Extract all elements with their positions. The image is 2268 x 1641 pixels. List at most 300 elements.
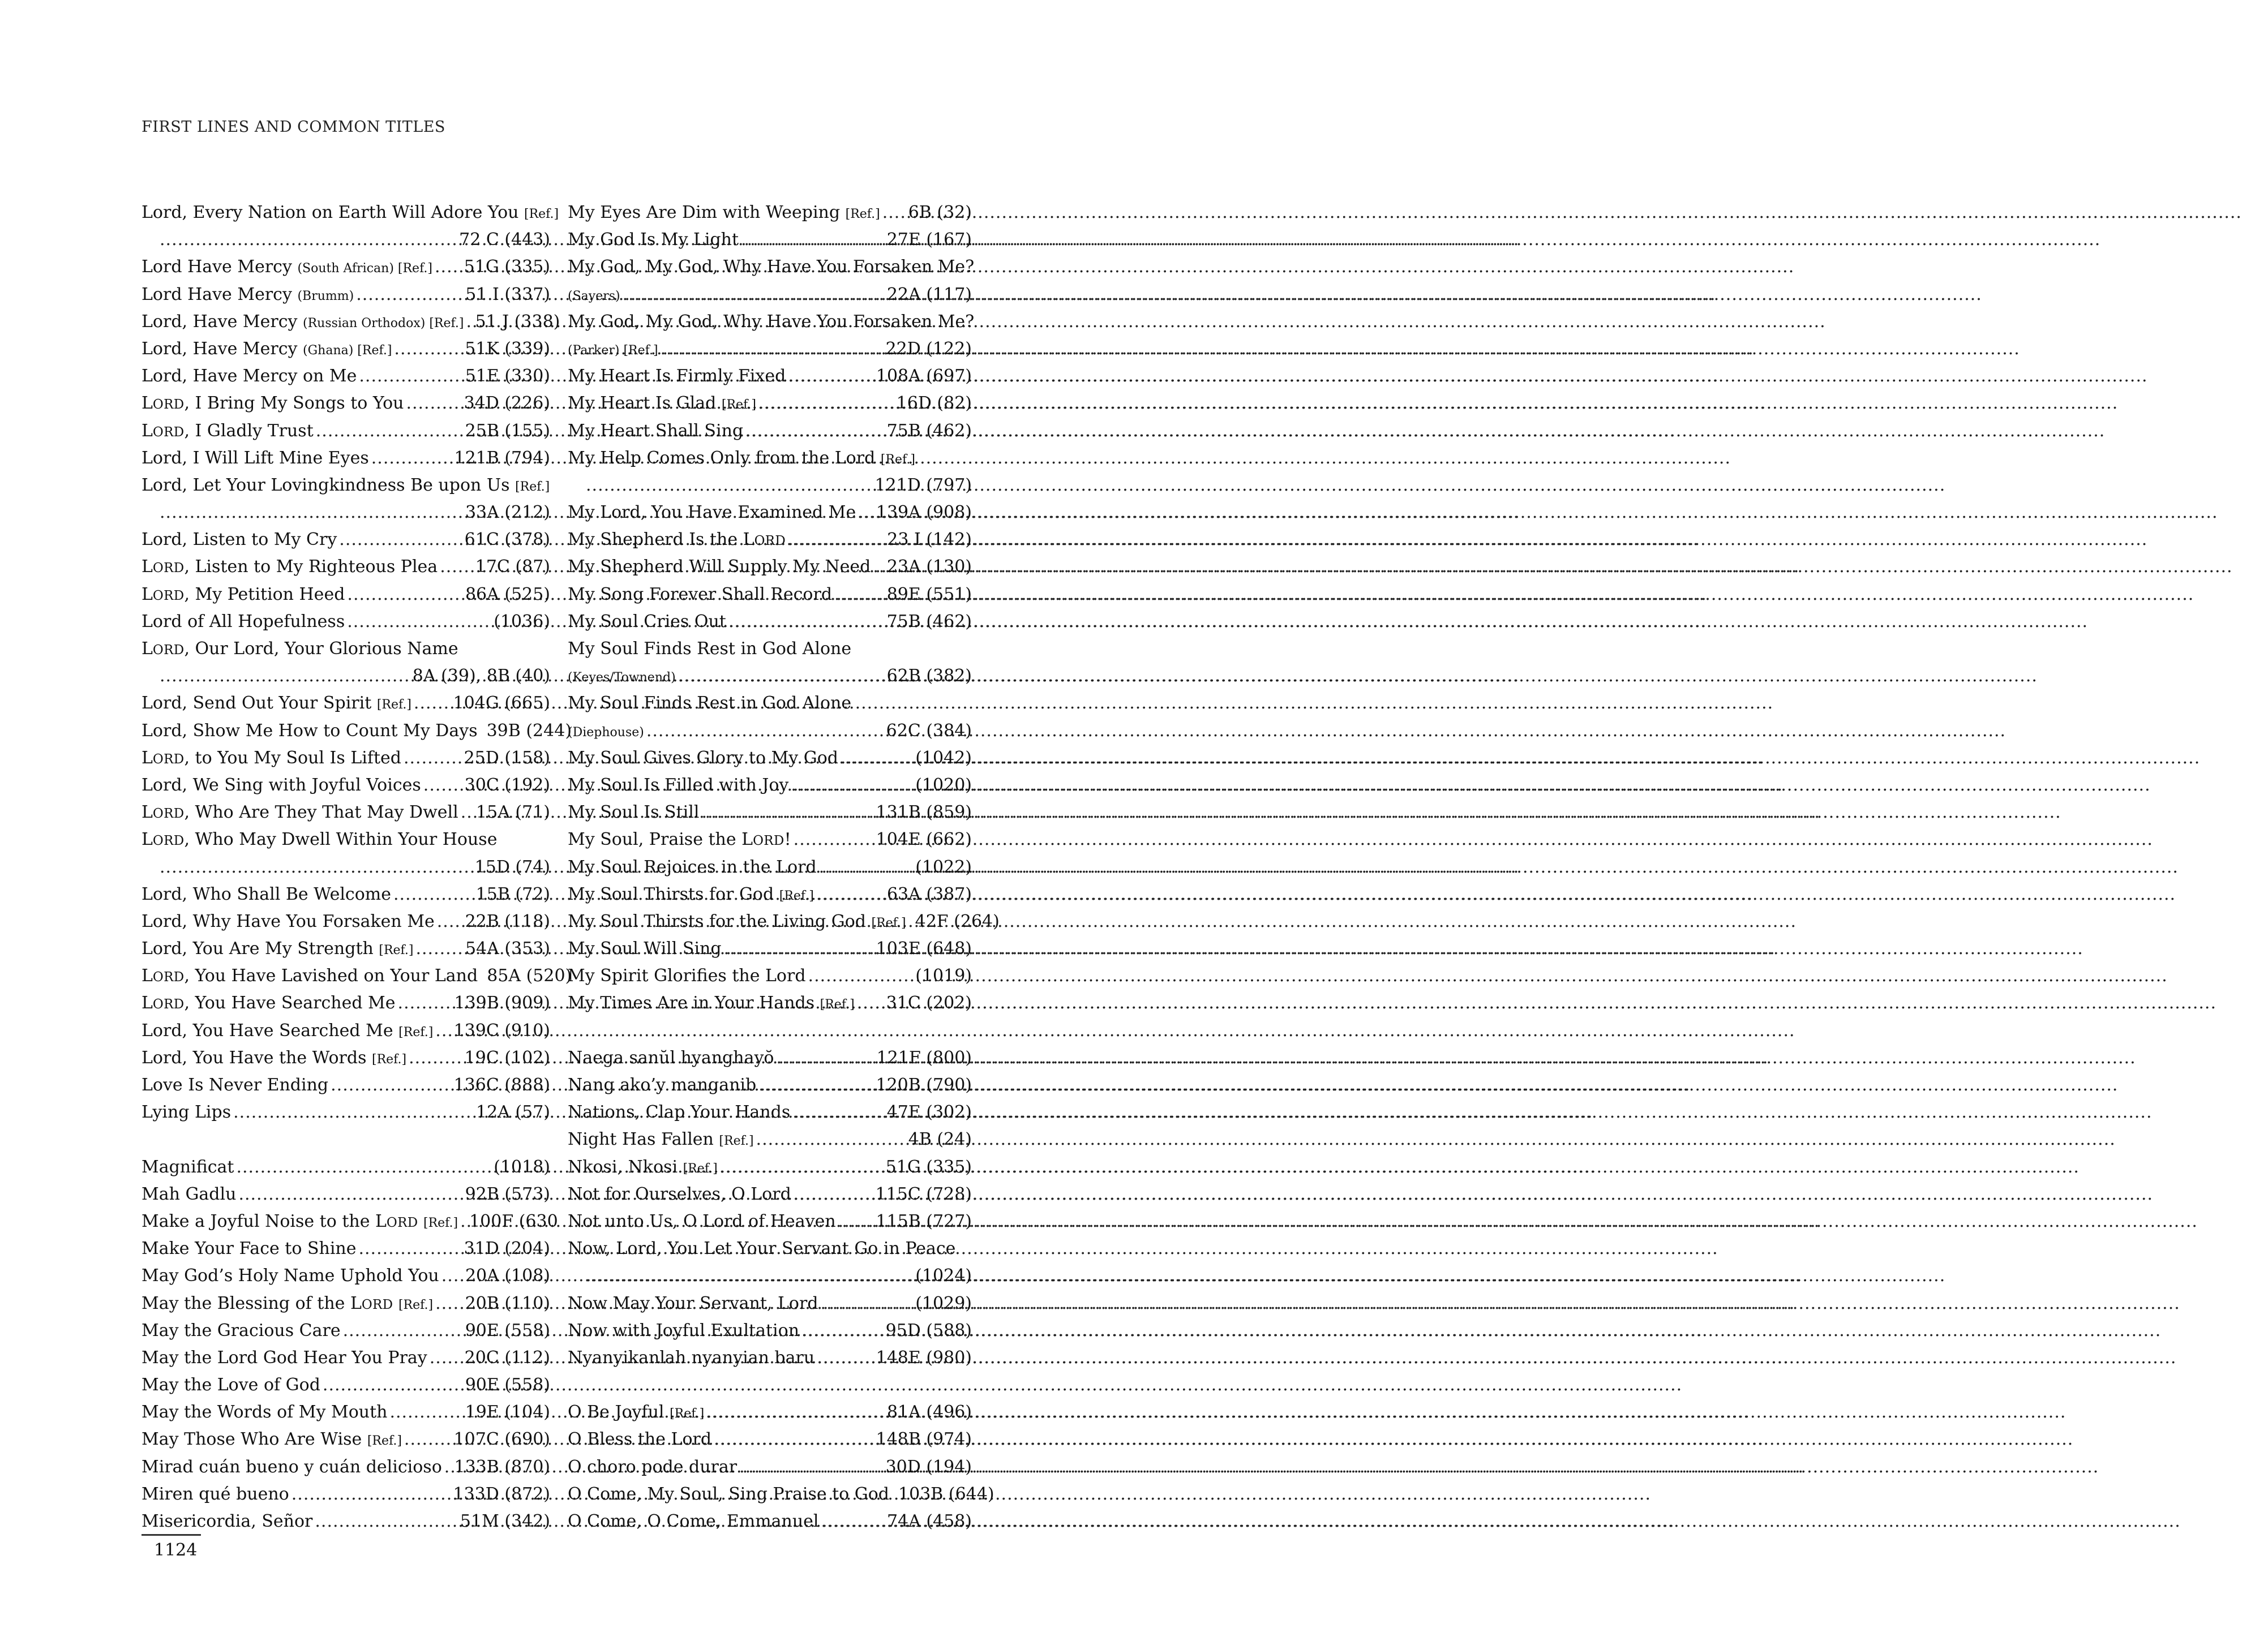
entry-reference: 20A (108) — [465, 1266, 550, 1286]
entry-title — [142, 1045, 406, 1073]
dot-leader — [393, 881, 474, 908]
index-entry — [568, 499, 972, 526]
title-text: ! — [784, 830, 791, 850]
dot-leader — [398, 990, 452, 1017]
index-entry — [142, 308, 560, 336]
title-text: Lord, Send Out Your Spirit — [142, 693, 377, 714]
entry-title — [142, 308, 464, 337]
index-entry — [142, 1454, 550, 1481]
page-number: 1124 — [154, 1540, 198, 1560]
entry-reference: 133D (872) — [453, 1484, 550, 1504]
small-caps-text: ORD — [152, 397, 185, 413]
entry-title — [142, 581, 345, 609]
index-entry — [568, 1481, 994, 1508]
title-text: O Come, O Come, Emmanuel — [568, 1511, 819, 1531]
index-entry — [142, 553, 550, 581]
entry-reference: 95D (588) — [885, 1320, 972, 1341]
entry-reference: 61C (378) — [464, 530, 550, 550]
index-entry — [568, 1317, 972, 1344]
title-text: My Heart Is Glad — [568, 393, 722, 414]
entry-title — [142, 1181, 236, 1208]
title-text — [418, 1212, 423, 1231]
index-entry — [568, 1099, 972, 1126]
index-entry — [142, 1208, 558, 1235]
entry-title — [568, 526, 786, 555]
dot-leader — [441, 1262, 463, 1290]
entry-reference: 51 J (338) — [475, 311, 560, 332]
entry-title — [142, 1372, 320, 1399]
index-entry — [568, 581, 972, 608]
index-entry — [568, 1399, 972, 1426]
entry-title — [142, 772, 421, 799]
index-entry — [568, 1290, 972, 1317]
entry-title — [142, 1426, 402, 1455]
entry-reference: 54A (353) — [465, 939, 550, 959]
small-caps-text: ORD — [152, 424, 185, 440]
entry-reference: 15D (74) — [474, 857, 550, 877]
small-caps-text: ORD — [152, 997, 185, 1012]
entry-reference: 100F (630 — [469, 1211, 558, 1231]
index-entry — [568, 608, 972, 635]
title-text: May the Love of God — [142, 1375, 320, 1395]
index-entry — [568, 472, 972, 499]
entry-title — [568, 1399, 704, 1428]
entry-title — [142, 963, 478, 991]
title-text: , Our Lord, Your Glorious Name — [184, 639, 458, 659]
dot-leader — [331, 1072, 451, 1099]
index-entry — [568, 1181, 972, 1208]
title-text: Lord, You Have Searched Me — [142, 1020, 399, 1041]
dot-leader — [741, 226, 885, 254]
dot-leader — [415, 935, 462, 963]
dot-leader — [758, 1072, 873, 1099]
title-text: Lord, Have Mercy on Me — [142, 366, 357, 386]
entry-title — [568, 1235, 955, 1262]
entry-reference: 89E (551) — [886, 584, 972, 604]
index-entry — [142, 854, 550, 881]
title-text: Lord, Who Shall Be Welcome — [142, 884, 391, 904]
entry-reference: 90E (558) — [465, 1375, 550, 1395]
entry-title — [568, 826, 791, 854]
entry-reference: 42F (264) — [915, 911, 1000, 931]
entry-reference: 104G (665) — [453, 693, 550, 714]
entry-reference: 51G (335) — [464, 257, 550, 277]
title-text: L — [142, 393, 153, 414]
entry-reference: 15B (72) — [475, 884, 550, 904]
entry-title — [568, 390, 756, 419]
index-entry — [142, 663, 550, 690]
title-text: Lord, We Sing with Joyful Voices — [142, 775, 421, 795]
entry-reference: 103B (644) — [898, 1484, 994, 1504]
entry-title — [142, 690, 411, 719]
index-entry — [142, 826, 550, 853]
entry-reference: 120B (790) — [876, 1075, 972, 1095]
entry-reference: (1024) — [915, 1266, 972, 1286]
index-entry — [142, 390, 550, 417]
index-entry — [568, 390, 972, 417]
entry-note: [Ref.] — [423, 1215, 458, 1230]
title-text: Make a Joyful Noise to the L — [142, 1211, 387, 1231]
index-entry — [568, 418, 972, 445]
index-entry — [142, 1235, 550, 1262]
index-entry — [142, 1045, 550, 1072]
dot-leader — [758, 390, 894, 417]
section-gap — [568, 1372, 972, 1399]
index-entry — [142, 1426, 550, 1453]
index-entry — [142, 526, 550, 553]
dot-leader — [389, 1399, 462, 1426]
entry-note: (Keyes/Townend) — [568, 671, 676, 685]
dot-leader — [882, 199, 906, 226]
entry-note: [Ref.] — [719, 1134, 754, 1149]
entry-title — [142, 635, 458, 664]
entry-title — [568, 445, 915, 474]
title-text: My God Is My Light — [568, 230, 739, 250]
index-entry — [142, 226, 550, 254]
entry-reference: 90E (558) — [465, 1320, 550, 1341]
dot-leader — [794, 1181, 873, 1208]
entry-reference: 17C (87) — [475, 557, 550, 577]
title-text: My Help Comes Only from the Lord — [568, 448, 881, 468]
small-caps-text: ORD — [152, 643, 185, 658]
entry-title — [568, 336, 658, 364]
entry-title — [142, 1208, 458, 1237]
entry-note: [Ref.] — [524, 207, 559, 221]
entry-title — [142, 1262, 439, 1290]
index-entry — [142, 608, 550, 635]
index-entry — [142, 908, 550, 935]
entry-reference: 139A (908) — [876, 502, 972, 523]
entry-reference: 104E (662) — [876, 830, 972, 850]
index-entry — [142, 1072, 550, 1099]
entry-note: (Sayers) — [568, 289, 620, 303]
dot-leader — [817, 1344, 873, 1372]
dot-leader — [819, 854, 914, 881]
index-entry — [568, 745, 972, 772]
dot-leader — [315, 1508, 458, 1535]
title-text: , Who Are They That May Dwell — [184, 802, 458, 823]
entry-reference: 72 C (443) — [459, 230, 550, 250]
dot-leader — [160, 854, 473, 881]
small-caps-text: ORD — [152, 806, 185, 822]
dot-leader — [724, 935, 874, 963]
entry-reference: 19E (104) — [465, 1402, 550, 1423]
index-entry — [142, 1317, 550, 1344]
title-text: Miren qué bueno — [142, 1484, 289, 1504]
entry-note: [Ref.] — [845, 207, 880, 221]
entry-note: [Ref.] — [376, 698, 411, 712]
entry-reference: 81A (496) — [886, 1402, 972, 1423]
entry-title — [142, 390, 404, 418]
entry-reference: 22D (122) — [885, 338, 972, 359]
entry-title — [568, 935, 722, 963]
right-column — [568, 199, 1000, 1535]
title-text: Lord, Every Nation on Earth Will Adore You — [142, 203, 524, 222]
index-entry — [568, 199, 972, 226]
title-text: Lord, Listen to My Cry — [142, 530, 337, 550]
dot-leader — [394, 336, 462, 363]
entry-title — [568, 1126, 754, 1155]
entry-title — [568, 663, 676, 691]
title-text: May the Lord God Hear You Pray — [142, 1347, 427, 1368]
index-entry — [568, 1208, 972, 1235]
index-entry — [142, 581, 550, 608]
dot-leader — [409, 1045, 462, 1072]
title-text: L — [142, 830, 153, 850]
index-entry — [142, 635, 550, 663]
title-text: My Heart Is Firmly Fixed — [568, 366, 786, 386]
entry-reference: 30D (194) — [885, 1457, 972, 1477]
title-text: My God, My God, Why Have You Forsaken Me? — [568, 257, 975, 277]
entry-reference: 74A (458) — [886, 1511, 972, 1531]
index-entry — [142, 1372, 550, 1399]
title-text: Love Is Never Ending — [142, 1075, 329, 1095]
entry-reference: 121F (800) — [876, 1047, 972, 1068]
entry-title — [142, 472, 550, 501]
title-text: Lord, Let Your Lovingkindness Be upon Us — [142, 475, 516, 495]
title-text: My Soul Is Filled with Joy — [568, 775, 789, 795]
title-text: May Those Who Are Wise — [142, 1429, 367, 1450]
index-entry — [142, 199, 559, 226]
entry-reference: 19C (102) — [464, 1047, 550, 1068]
entry-title — [568, 772, 788, 799]
entry-reference: 51G (335) — [885, 1157, 972, 1177]
index-entry — [568, 663, 972, 690]
dot-leader — [316, 418, 463, 445]
entry-reference: 92B (573) — [465, 1184, 550, 1204]
entry-note: (Brumm) — [297, 289, 354, 303]
index-entry — [142, 1181, 550, 1208]
entry-title — [568, 1454, 737, 1481]
section-gap — [142, 1126, 550, 1153]
entry-note: (Ghana) [Ref.] — [303, 343, 392, 358]
title-text: My Soul, Praise the L — [568, 830, 753, 850]
entry-title — [568, 363, 786, 390]
entry-title — [142, 1072, 328, 1099]
dot-leader — [661, 336, 884, 363]
dot-leader — [586, 1262, 913, 1290]
left-column — [142, 199, 572, 1535]
entry-reference: 103E (648) — [876, 939, 972, 959]
index-entry — [142, 881, 550, 908]
entry-note: (Parker) [Ref.] — [568, 343, 658, 358]
entry-reference: 75B (462) — [886, 611, 972, 632]
title-text: Lord, Have Mercy — [142, 338, 303, 359]
title-text: My Shepherd Will Supply My Need — [568, 557, 871, 577]
index-entry — [142, 254, 550, 281]
entry-reference: 27E (167) — [886, 230, 972, 250]
title-text: Nations, Clap Your Hands — [568, 1102, 791, 1123]
title-text: My Soul Cries Out — [568, 611, 726, 632]
index-entry — [142, 1290, 550, 1317]
dot-leader — [404, 1426, 452, 1453]
index-entry — [142, 935, 550, 963]
entry-reference: (1042) — [915, 748, 972, 768]
dot-leader — [801, 1317, 884, 1344]
index-entry — [142, 799, 550, 826]
entry-reference: 63A (387) — [886, 884, 972, 904]
title-text: Nang ako’y manganib — [568, 1075, 757, 1095]
title-text: , You Have Lavished on Your Land — [184, 966, 478, 986]
dot-leader — [858, 499, 874, 526]
index-entry — [142, 1017, 550, 1045]
entry-title — [142, 363, 357, 390]
dot-leader — [371, 445, 452, 472]
entry-reference: 148B (974) — [876, 1429, 972, 1450]
entry-title — [142, 1290, 433, 1319]
title-text: Now, Lord, You Let Your Servant Go in Peace — [568, 1239, 956, 1259]
small-caps-text: ORD — [753, 834, 784, 849]
entry-title — [568, 908, 906, 937]
entry-note: [Ref.] — [779, 888, 814, 903]
entry-title — [568, 799, 699, 826]
entry-title — [568, 854, 817, 881]
entry-note: [Ref.] — [398, 1025, 434, 1039]
index-entry — [142, 418, 550, 445]
entry-reference: 131B (859) — [876, 802, 972, 823]
entry-reference: 8A (39), 8B (40) — [412, 666, 550, 686]
index-entry — [568, 526, 972, 553]
index-entry — [142, 990, 550, 1017]
entry-title — [142, 1235, 356, 1262]
entry-title — [142, 745, 401, 773]
title-text: Lying Lips — [142, 1102, 231, 1123]
index-entry — [568, 935, 972, 963]
entry-reference: 15A (71) — [476, 802, 550, 823]
entry-reference: (1019) — [915, 966, 972, 986]
index-entry — [568, 1262, 972, 1290]
entry-reference: 25B (155) — [465, 420, 550, 441]
title-text: My Soul Finds Rest in God Alone — [568, 693, 852, 714]
entry-title — [142, 1317, 341, 1344]
dot-leader — [792, 1099, 884, 1126]
index-entry — [568, 772, 972, 799]
entry-note: [Ref.] — [871, 916, 906, 930]
entry-title — [568, 963, 806, 990]
entry-reference: 20B (110) — [465, 1293, 550, 1313]
title-text: My Lord, You Have Examined Me — [568, 502, 856, 523]
title-text: Lord of All Hopefulness — [142, 611, 345, 632]
dot-leader — [623, 281, 885, 308]
index-entry — [568, 826, 972, 853]
entry-title — [142, 826, 497, 854]
entry-title — [142, 1099, 231, 1126]
index-entry — [142, 1399, 550, 1426]
title-text: , Listen to My Righteous Plea — [184, 557, 438, 577]
dot-leader — [857, 990, 884, 1017]
index-entry — [142, 718, 572, 745]
index-entry — [568, 1072, 972, 1099]
title-text: Lord, Why Have You Forsaken Me — [142, 911, 435, 931]
index-entry — [568, 1344, 972, 1372]
dot-leader — [728, 608, 885, 635]
title-text: Magnificat — [142, 1157, 234, 1177]
dot-leader — [646, 718, 884, 745]
title-text: My Soul Is Still — [568, 802, 700, 823]
entry-title — [568, 199, 880, 228]
entry-title — [142, 608, 345, 635]
entry-title — [142, 526, 337, 553]
entry-title — [142, 1399, 387, 1426]
running-head: FIRST LINES AND COMMON TITLES — [142, 118, 445, 136]
entry-reference: 6B (32) — [908, 203, 972, 222]
dot-leader — [586, 472, 872, 499]
dot-leader — [466, 308, 473, 336]
entry-reference: 107C (690) — [453, 1429, 550, 1450]
title-text: My Heart Shall Sing — [568, 420, 744, 441]
title-text: Lord, I Will Lift Mine Eyes — [142, 448, 369, 468]
entry-title — [142, 935, 413, 964]
small-caps-text: ORD — [386, 1215, 418, 1230]
title-text: Lord Have Mercy — [142, 257, 298, 277]
small-caps-text: ORD — [152, 588, 185, 603]
index-entry — [142, 963, 572, 990]
entry-title — [568, 990, 855, 1019]
dot-leader — [678, 663, 885, 690]
entry-reference: 121D (797) — [874, 475, 972, 495]
entry-title — [142, 418, 314, 446]
entry-note: (Diephouse) — [568, 725, 644, 740]
title-text: Lord, You Are My Strength — [142, 939, 379, 959]
index-entry — [568, 908, 1000, 935]
entry-title — [142, 199, 559, 228]
title-text: Mah Gadlu — [142, 1184, 237, 1204]
title-text: May the Gracious Care — [142, 1320, 341, 1341]
entry-reference: 23A (130) — [886, 557, 972, 577]
entry-reference: 133B (870) — [454, 1457, 550, 1477]
dot-leader — [323, 1372, 463, 1399]
entry-note: [Ref.] — [398, 1298, 434, 1312]
title-text: My God, My God, Why Have You Forsaken Me? — [568, 311, 975, 332]
title-text: , I Bring My Songs to You — [184, 393, 404, 414]
index-entry — [568, 963, 972, 990]
index-entry — [568, 553, 972, 581]
title-text: O choro pode durar — [568, 1457, 738, 1477]
entry-title — [142, 1344, 427, 1372]
entry-reference: 86A (525) — [465, 584, 550, 604]
title-text: Make Your Face to Shine — [142, 1239, 357, 1259]
entry-reference: 139B (909) — [454, 993, 550, 1013]
entry-title — [142, 718, 478, 745]
entry-title — [568, 1508, 819, 1535]
title-text: Lord Have Mercy — [142, 284, 298, 304]
index-entry — [568, 1508, 972, 1535]
entry-reference: (1018) — [494, 1157, 550, 1177]
entry-note: [Ref.] — [880, 452, 915, 467]
title-text: My Soul Will Sing — [568, 939, 722, 959]
entry-reference: 22B (118) — [465, 911, 550, 931]
dot-leader — [745, 418, 884, 445]
title-text: Lord, Show Me How to Count My Days — [142, 720, 478, 741]
index-entry — [568, 1454, 972, 1481]
title-text: L — [142, 584, 153, 604]
title-text: L — [142, 993, 153, 1013]
entry-reference: 20C (112) — [464, 1347, 550, 1368]
entry-reference: (1020) — [915, 775, 972, 795]
entry-reference: 136C (888) — [453, 1075, 550, 1095]
entry-note: [Ref.] — [670, 1407, 705, 1421]
title-text: L — [142, 639, 153, 659]
entry-note: (Russian Orthodox) [Ref.] — [303, 316, 464, 330]
entry-reference: 25D (158) — [464, 748, 550, 768]
dot-leader — [821, 1290, 914, 1317]
index-entry — [142, 1099, 550, 1126]
entry-title — [568, 308, 974, 336]
small-caps-text: ORD — [152, 970, 185, 985]
index-entry — [568, 854, 972, 881]
entry-title — [142, 1454, 442, 1481]
index-entry — [142, 745, 550, 772]
